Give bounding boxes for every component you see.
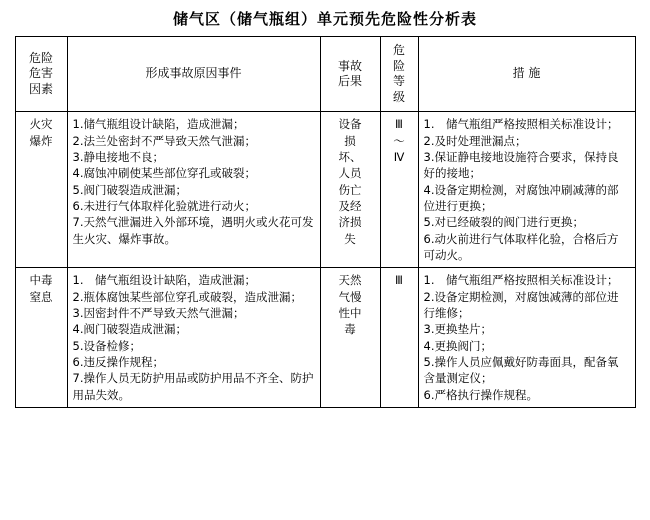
- cause-item: 1. 储气瓶组设计缺陷，造成泄漏；: [72, 273, 256, 288]
- table-header-row: [15, 37, 635, 112]
- consequence-line: 毒: [344, 322, 356, 337]
- measure-item: 5.操作人员应佩戴好防毒面具，配备氧含量测定仪；: [423, 354, 619, 386]
- cause-item: 7.操作人员无防护用品或防护用品不齐全、防护用品失效。: [72, 371, 314, 402]
- header-line-1: 危险: [28, 50, 53, 65]
- consequence-line: 人员: [338, 166, 362, 181]
- cause-item: 6.未进行气体取样化验就进行动火；: [72, 199, 256, 214]
- cause-item: 2.法兰处密封不严导致天然气泄漏；: [72, 133, 256, 148]
- measure-item: 1. 储气瓶组严格按照相关标准设计；: [423, 273, 619, 288]
- risk-level-line: Ⅳ: [393, 150, 405, 165]
- cause-item: 5.设备检修；: [72, 338, 141, 353]
- table-row: [15, 268, 635, 408]
- header-line-4: 级: [392, 89, 405, 104]
- table-body: [15, 112, 635, 408]
- factor-line-2: 窒息: [29, 289, 53, 304]
- cause-item: 2.瓶体腐蚀某些部位穿孔或破裂，造成泄漏；: [72, 289, 302, 304]
- header-line-2: 后果: [337, 74, 362, 89]
- consequence-line: 坏、: [338, 150, 362, 165]
- cause-item: 1.储气瓶组设计缺陷，造成泄漏；: [72, 117, 245, 132]
- measure-item: 6.动火前进行气体取样化验，合格后方可动火。: [423, 231, 619, 262]
- risk-level-line: Ⅲ: [395, 117, 403, 132]
- cause-item: 3.静电接地不良；: [72, 150, 164, 165]
- column-header-hazard-factor: [15, 37, 67, 112]
- preliminary-hazard-analysis-table: [15, 36, 636, 408]
- measure-item: 4.更换阀门；: [423, 338, 492, 353]
- consequence-line: 及经: [338, 199, 362, 214]
- consequence-line: 损: [344, 133, 356, 148]
- cause-item: 4.阀门破裂造成泄漏；: [72, 322, 187, 337]
- cause-item: 7.天然气泄漏进入外部环境，遇明火或火花可发生火灾、爆炸事故。: [72, 215, 314, 246]
- cell-risk-level: [380, 268, 418, 408]
- column-header-risk-level: [380, 37, 418, 112]
- cause-item: 3.因密封件不严导致天然气泄漏；: [72, 305, 245, 320]
- table-header: [15, 37, 635, 112]
- cell-risk-level: [380, 112, 418, 268]
- cell-measures: [418, 112, 635, 268]
- cell-consequence: [320, 112, 380, 268]
- measure-item: 5.对已经破裂的阀门进行更换；: [423, 215, 584, 230]
- header-line-3: 因素: [28, 81, 53, 96]
- page-title: 储气区（储气瓶组）单元预先危险性分析表: [172, 10, 477, 28]
- consequence-line: 天然: [338, 273, 362, 288]
- cause-item: 4.腐蚀冲刷使某些部位穿孔或破裂；: [72, 166, 256, 181]
- factor-line-1: 火灾: [29, 117, 53, 132]
- cause-item: 6.违反操作规程；: [72, 354, 164, 369]
- column-header-consequence: [320, 37, 380, 112]
- cell-consequence: [320, 268, 380, 408]
- consequence-line: 性中: [338, 305, 362, 320]
- cell-cause-events: [67, 112, 320, 268]
- measure-item: 2.及时处理泄漏点；: [423, 133, 527, 148]
- consequence-line: 失: [344, 231, 356, 246]
- consequence-line: 济损: [338, 215, 362, 230]
- cause-item: 5.阀门破裂造成泄漏；: [72, 182, 187, 197]
- cell-cause-events: [67, 268, 320, 408]
- header-line-2: 危害: [28, 66, 53, 81]
- cell-hazard-factor: [15, 112, 67, 268]
- consequence-line: 设备: [338, 117, 362, 132]
- header-line-3: 等: [392, 74, 405, 89]
- column-header-measures: 措 施: [418, 37, 635, 112]
- table-row: [15, 112, 635, 268]
- header-line-2: 险: [392, 58, 405, 73]
- measure-item: 1. 储气瓶组严格按照相关标准设计；: [423, 117, 619, 132]
- cell-hazard-factor: [15, 268, 67, 408]
- header-line-1: 事故: [337, 58, 362, 73]
- risk-level-line: ～: [393, 133, 405, 148]
- consequence-line: 气慢: [338, 289, 362, 304]
- measure-item: 3.更换垫片；: [423, 322, 492, 337]
- consequence-line: 伤亡: [338, 182, 362, 197]
- measure-item: 3.保证静电接地设施符合要求，保持良好的接地；: [423, 150, 619, 181]
- column-header-cause-events: 形成事故原因事件: [67, 37, 320, 112]
- cell-measures: [418, 268, 635, 408]
- factor-line-1: 中毒: [29, 273, 53, 288]
- measure-item: 6.严格执行操作规程。: [423, 387, 538, 402]
- measure-item: 4.设备定期检测，对腐蚀冲刷减薄的部位进行更换；: [423, 182, 619, 214]
- risk-level-line: Ⅲ: [395, 273, 403, 288]
- header-line-1: 危: [392, 43, 405, 57]
- measure-item: 2.设备定期检测，对腐蚀减薄的部位进行维修；: [423, 289, 619, 320]
- factor-line-2: 爆炸: [29, 133, 53, 148]
